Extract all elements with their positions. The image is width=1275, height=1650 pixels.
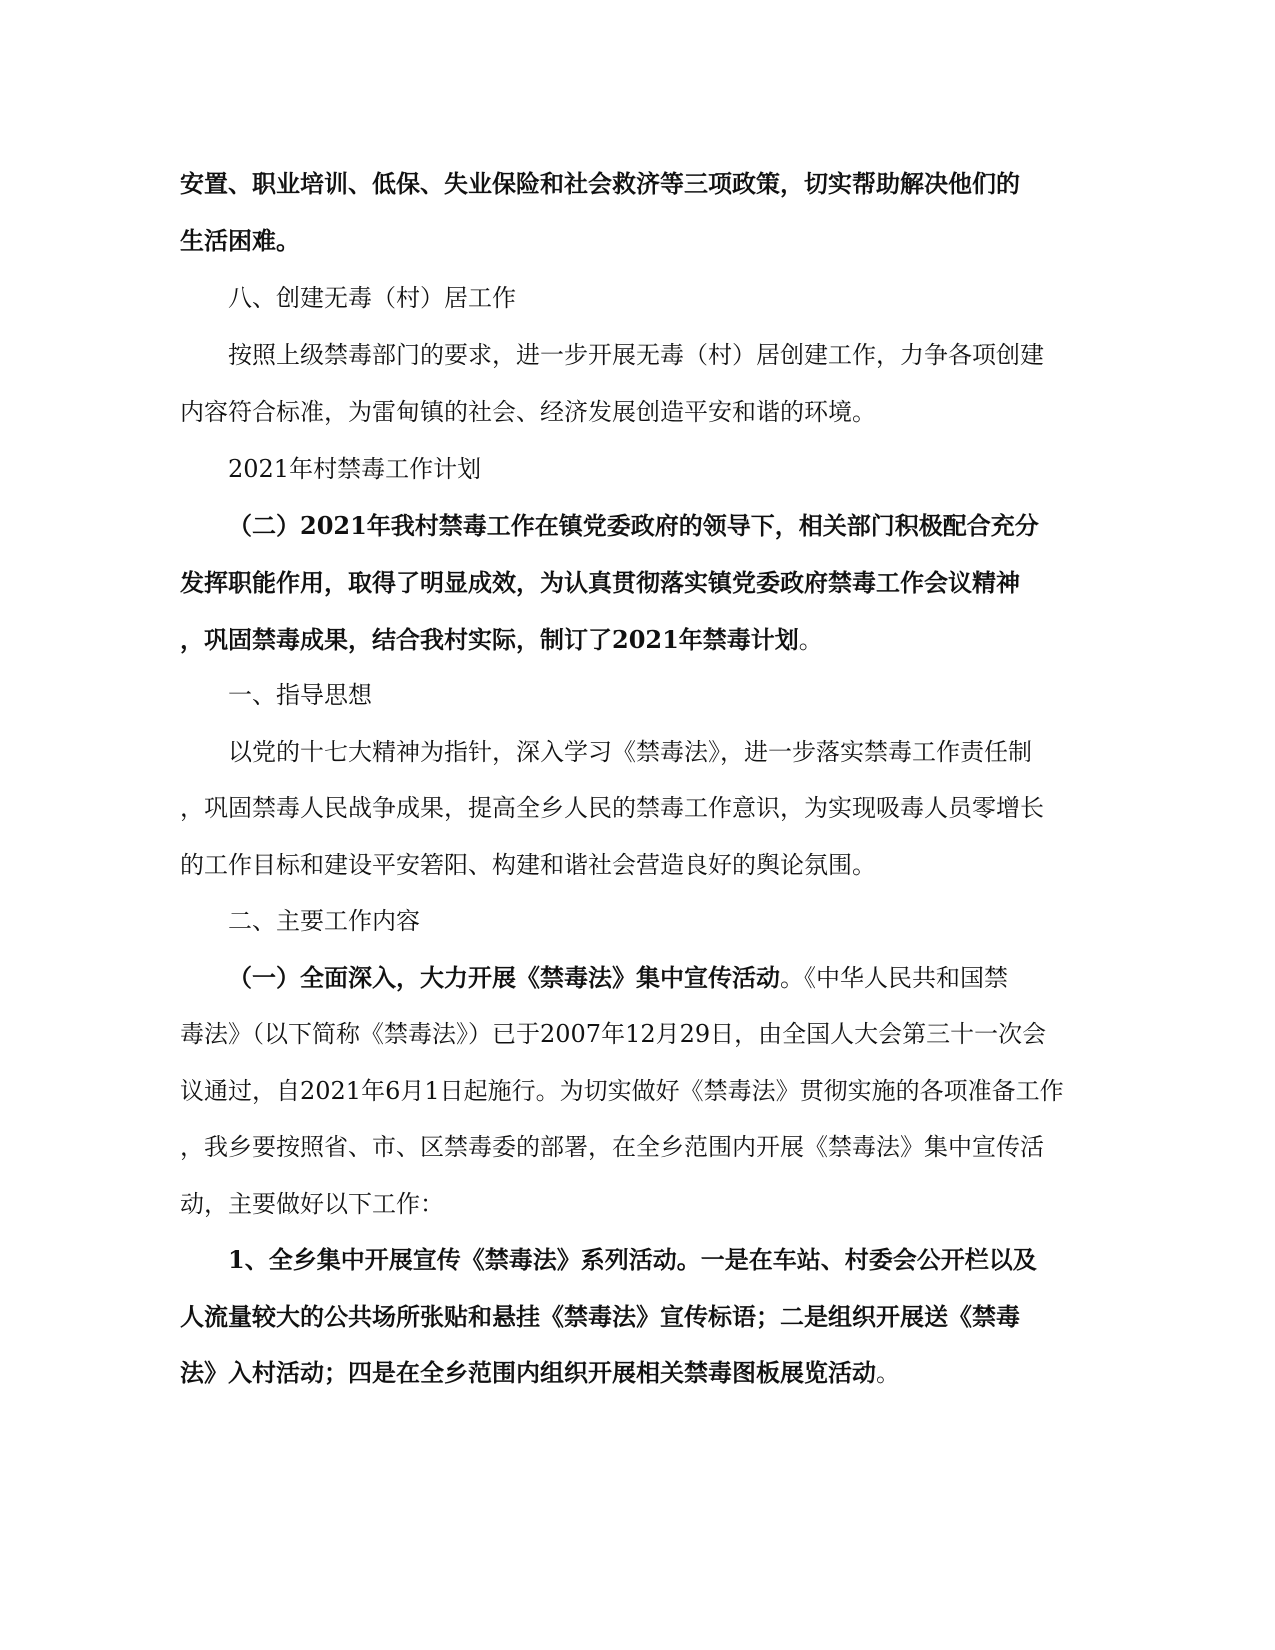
body-line <box>228 962 1008 994</box>
plain-run: 。 <box>876 1359 900 1387</box>
body-line: 安置、职业培训、低保、失业保险和社会救济等三项政策，切实帮助解决他们的 <box>180 169 1020 198</box>
body-line: 发挥职能作用，取得了明显成效，为认真贯彻落实镇党委政府禁毒工作会议精神 <box>180 568 1020 597</box>
section-heading: 一、指导思想 <box>228 681 372 709</box>
body-line: ，我乡要按照省、市、区禁毒委的部署，在全乡范围内开展《禁毒法》集中宣传活 <box>180 1133 1044 1161</box>
body-line <box>180 624 823 656</box>
body-line: 以党的十七大精神为指针，深入学习《禁毒法》，进一步落实禁毒工作责任制 <box>228 738 1032 766</box>
body-line: ，巩固禁毒人民战争成果，提高全乡人民的禁毒工作意识，为实现吸毒人员零增长 <box>180 794 1044 822</box>
body-line: 按照上级禁毒部门的要求，进一步开展无毒（村）居创建工作，力争各项创建 <box>228 341 1044 369</box>
body-line: 内容符合标准，为雷甸镇的社会、经济发展创造平安和谐的环境。 <box>180 398 876 426</box>
bold-run: 法》入村活动；四是在全乡范围内组织开展相关禁毒图板展览活动 <box>180 1358 876 1387</box>
bold-run: （一）全面深入，大力开展《禁毒法》集中宣传活动 <box>228 963 780 992</box>
body-line <box>180 1357 900 1389</box>
section-heading: 二、主要工作内容 <box>228 907 420 935</box>
bold-run: 1、全乡集中开展宣传《禁毒法》系列活动 <box>228 1245 677 1274</box>
body-line: 动，主要做好以下工作： <box>180 1190 444 1218</box>
document-title: 2021年村禁毒工作计划 <box>228 455 482 483</box>
body-line: 毒法》（以下简称《禁毒法》）已于2007年12月29日，由全国人大会第三十一次会 <box>180 1020 1047 1048</box>
bold-run: ，巩固禁毒成果，结合我村实际，制订了2021年禁毒计划 <box>180 625 799 654</box>
body-line: 人流量较大的公共场所张贴和悬挂《禁毒法》宣传标语；二是组织开展送《禁毒 <box>180 1302 1020 1331</box>
body-line <box>228 1244 1037 1276</box>
body-line: （二）2021年我村禁毒工作在镇党委政府的领导下，相关部门积极配合充分 <box>228 511 1039 540</box>
bold-run: 。一是在车站、村委会公开栏以及 <box>676 1245 1037 1274</box>
section-heading: 八、创建无毒（村）居工作 <box>228 284 516 312</box>
body-line: 议通过，自2021年6月1日起施行。为切实做好《禁毒法》贯彻实施的各项准备工作 <box>180 1077 1064 1105</box>
body-line: 生活困难。 <box>180 226 300 255</box>
plain-run: 。《中华人民共和国禁 <box>780 964 1008 992</box>
plain-run: 。 <box>798 626 823 654</box>
body-line: 的工作目标和建设平安箬阳、构建和谐社会营造良好的舆论氛围。 <box>180 851 876 879</box>
